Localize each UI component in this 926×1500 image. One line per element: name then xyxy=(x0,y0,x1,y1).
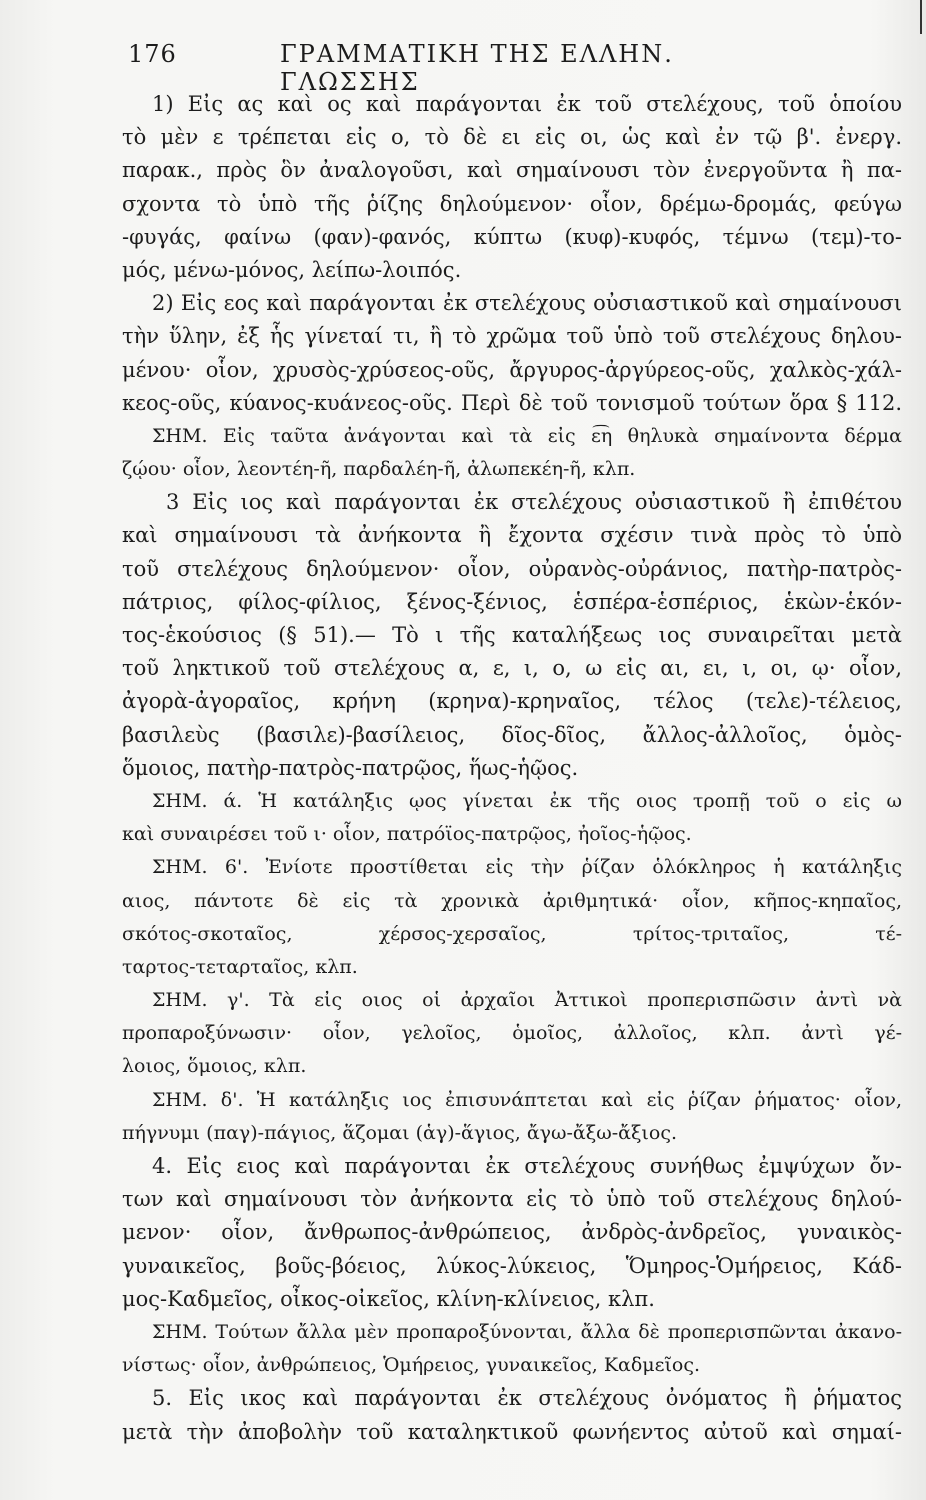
text-line: τοῦ ληκτικοῦ τοῦ στελέχους α, ε, ι, ο, ω εἰς αι, ει, ι, οι, ῳ· οἷον, xyxy=(122,656,902,681)
note-line: προπαροξύνωσιν· οἷον, γελοῖος, ὁμοῖος, ἀλλοῖος, κλπ. ἀντὶ γέ- xyxy=(122,1022,902,1045)
running-title: ΓΡΑΜΜΑΤΙΚΗ ΤΗΣ ΕΛΛΗΝ. ΓΛΩΣΣΗΣ xyxy=(280,40,674,96)
text-line: ὅμοιος, πατὴρ-πατρὸς-πατρῷος, ἥως-ἡῷος. xyxy=(122,755,579,780)
note-line: καὶ συναιρέσει τοῦ ι· οἷον, πατρόϊος-πατρῷος, ἠοῖος-ἡῷος. xyxy=(122,823,692,846)
text-line: τὴν ὕλην, ἐξ ἧς γίνεταί τι, ἢ τὸ χρῶμα τοῦ ὑπὸ τοῦ στελέχους δηλου- xyxy=(122,324,902,349)
note-line: ΣΗΜ. δ'. Ἡ κατάληξις ιος ἐπισυνάπτεται καὶ εἰς ῥίζαν ῥήματος· οἷον, xyxy=(152,1088,902,1111)
text-line: των καὶ σημαίνουσι τὸν ἀνήκοντα εἰς τὸ ὑπὸ τοῦ στελέχους δηλού- xyxy=(122,1187,902,1212)
text-line: μος-Καδμεῖος, οἶκος-οἰκεῖος, κλίνη-κλίνειος, κλπ. xyxy=(122,1286,655,1311)
note-line: ΣΗΜ. Τούτων ἄλλα μὲν προπαροξύνονται, ἄλλα δὲ προπερισπῶνται ἀκανο- xyxy=(152,1320,902,1343)
text-line: καὶ σημαίνουσι τὰ ἀνήκοντα ἢ ἔχοντα σχέσιν τινὰ πρὸς τὸ ὑπὸ xyxy=(122,523,902,548)
note-line: ταρτος-τεταρταῖος, κλπ. xyxy=(122,955,358,978)
note-line: ΣΗΜ. Εἰς ταῦτα ἀνάγονται καὶ τὰ εἰς ε͡η θηλυκὰ σημαίνοντα δέρμα xyxy=(152,424,902,447)
text-line: 4. Εἰς ειος καὶ παράγονται ἐκ στελέχους συνήθως ἐμψύχων ὄν- xyxy=(152,1154,902,1178)
text-line: 2) Εἰς εος καὶ παράγονται ἐκ στελέχους οὐσιαστικοῦ καὶ σημαίνουσι xyxy=(152,291,902,316)
note-line: λοιος, ὅμοιος, κλπ. xyxy=(122,1055,307,1078)
text-line: -φυγάς, φαίνω (φαν)-φανός, κύπτω (κυφ)-κυφός, τέμνω (τεμ)-το- xyxy=(122,224,902,249)
text-line: τος-ἑκούσιος (§ 51).— Τὸ ι τῆς καταλήξεως ιος συναιρεῖται μετὰ xyxy=(122,623,902,647)
text-line: γυναικεῖος, βοῦς-βόειος, λύκος-λύκειος, Ὅμηρος-Ὁμήρειος, Κάδ- xyxy=(122,1253,902,1278)
text-line: μετὰ τὴν ἀποβολὴν τοῦ καταληκτικοῦ φωνήεντος αὐτοῦ καὶ σημαί- xyxy=(122,1419,902,1444)
note-line: σκότος-σκοταῖος, χέρσος-χερσαῖος, τρίτος-τριταῖος, τέ- xyxy=(122,922,902,945)
note-line: αιος, πάντοτε δὲ εἰς τὰ χρονικὰ ἀριθμητικά· οἷον, κῆπος-κηπαῖος, xyxy=(122,889,902,912)
text-line: κεος-οῦς, κύανος-κυάνεος-οῦς. Περὶ δὲ τοῦ τονισμοῦ τούτων ὅρα § 112. xyxy=(122,390,902,415)
text-line: μενον· οἷον, ἄνθρωπος-ἀνθρώπειος, ἀνδρὸς-ἀνδρεῖος, γυναικὸς- xyxy=(122,1220,902,1245)
note-line: ζῴου· οἷον, λεοντέη-ῆ, παρδαλέη-ῆ, ἀλωπεκέη-ῆ, κλπ. xyxy=(122,458,636,481)
page-number: 176 xyxy=(128,40,177,68)
text-line: ἀγορὰ-ἀγοραῖος, κρήνη (κρηνα)-κρηναῖος, τέλος (τελε)-τέλειος, xyxy=(122,689,902,714)
text-line: 3 Εἰς ιος καὶ παράγονται ἐκ στελέχους οὐσιαστικοῦ ἢ ἐπιθέτου xyxy=(166,490,902,515)
text-line: πάτριος, φίλος-φίλιος, ξένος-ξένιος, ἑσπέρα-ἑσπέριος, ἑκὼν-ἑκόν- xyxy=(122,589,902,614)
text-line: παρακ., πρὸς ὃν ἀναλογοῦσι, καὶ σημαίνουσι τὸν ἐνεργοῦντα ἢ πα- xyxy=(122,158,902,183)
page-header xyxy=(128,40,808,96)
page-edge-mark xyxy=(920,0,922,34)
text-line: βασιλεὺς (βασιλε)-βασίλειος, δῖος-δῖος, ἄλλος-ἀλλοῖος, ὁμὸς- xyxy=(122,722,902,747)
note-line: ΣΗΜ. γ'. Τὰ εἰς οιος οἱ ἀρχαῖοι Ἀττικοὶ προπερισπῶσιν ἀντὶ νὰ xyxy=(152,989,902,1012)
note-line: νίστως· οἷον, ἀνθρώπειος, Ὁμήρειος, γυναικεῖος, Καδμεῖος. xyxy=(122,1354,701,1377)
body-text xyxy=(122,88,902,1449)
text-line: 5. Εἰς ικος καὶ παράγονται ἐκ στελέχους ὀνόματος ἢ ῥήματος xyxy=(152,1386,902,1411)
text-line: μός, μένω-μόνος, λείπω-λοιπός. xyxy=(122,257,462,282)
note-line: πήγνυμι (παγ)-πάγιος, ἅζομαι (ἁγ)-ἅγιος, ἄγω-ἄξω-ἄξιος. xyxy=(122,1121,677,1144)
text-line: τὸ μὲν ε τρέπεται εἰς ο, τὸ δὲ ει εἰς οι, ὡς καὶ ἐν τῷ β'. ἐνεργ. xyxy=(122,125,902,150)
text-line: μένου· οἷον, χρυσὸς-χρύσεος-οῦς, ἄργυρος-ἀργύρεος-οῦς, χαλκὸς-χάλ- xyxy=(122,357,902,382)
note-line: ΣΗΜ. ά. Ἡ κατάληξις ῳος γίνεται ἐκ τῆς οιος τροπῇ τοῦ ο εἰς ω xyxy=(152,789,902,812)
text-line: τοῦ στελέχους δηλούμενον· οἷον, οὐρανὸς-οὐράνιος, πατὴρ-πατρὸς- xyxy=(122,556,902,581)
text-line: σχοντα τὸ ὑπὸ τῆς ῥίζης δηλούμενον· οἷον, δρέμω-δρομάς, φεύγω xyxy=(122,191,902,216)
note-line: ΣΗΜ. 6'. Ἐνίοτε προστίθεται εἰς τὴν ῥίζαν ὁλόκληρος ἡ κατάληξις xyxy=(152,856,902,879)
text-line: 1) Εἰς ας καὶ ος καὶ παράγονται ἐκ τοῦ στελέχους, τοῦ ὁποίου xyxy=(152,92,902,116)
